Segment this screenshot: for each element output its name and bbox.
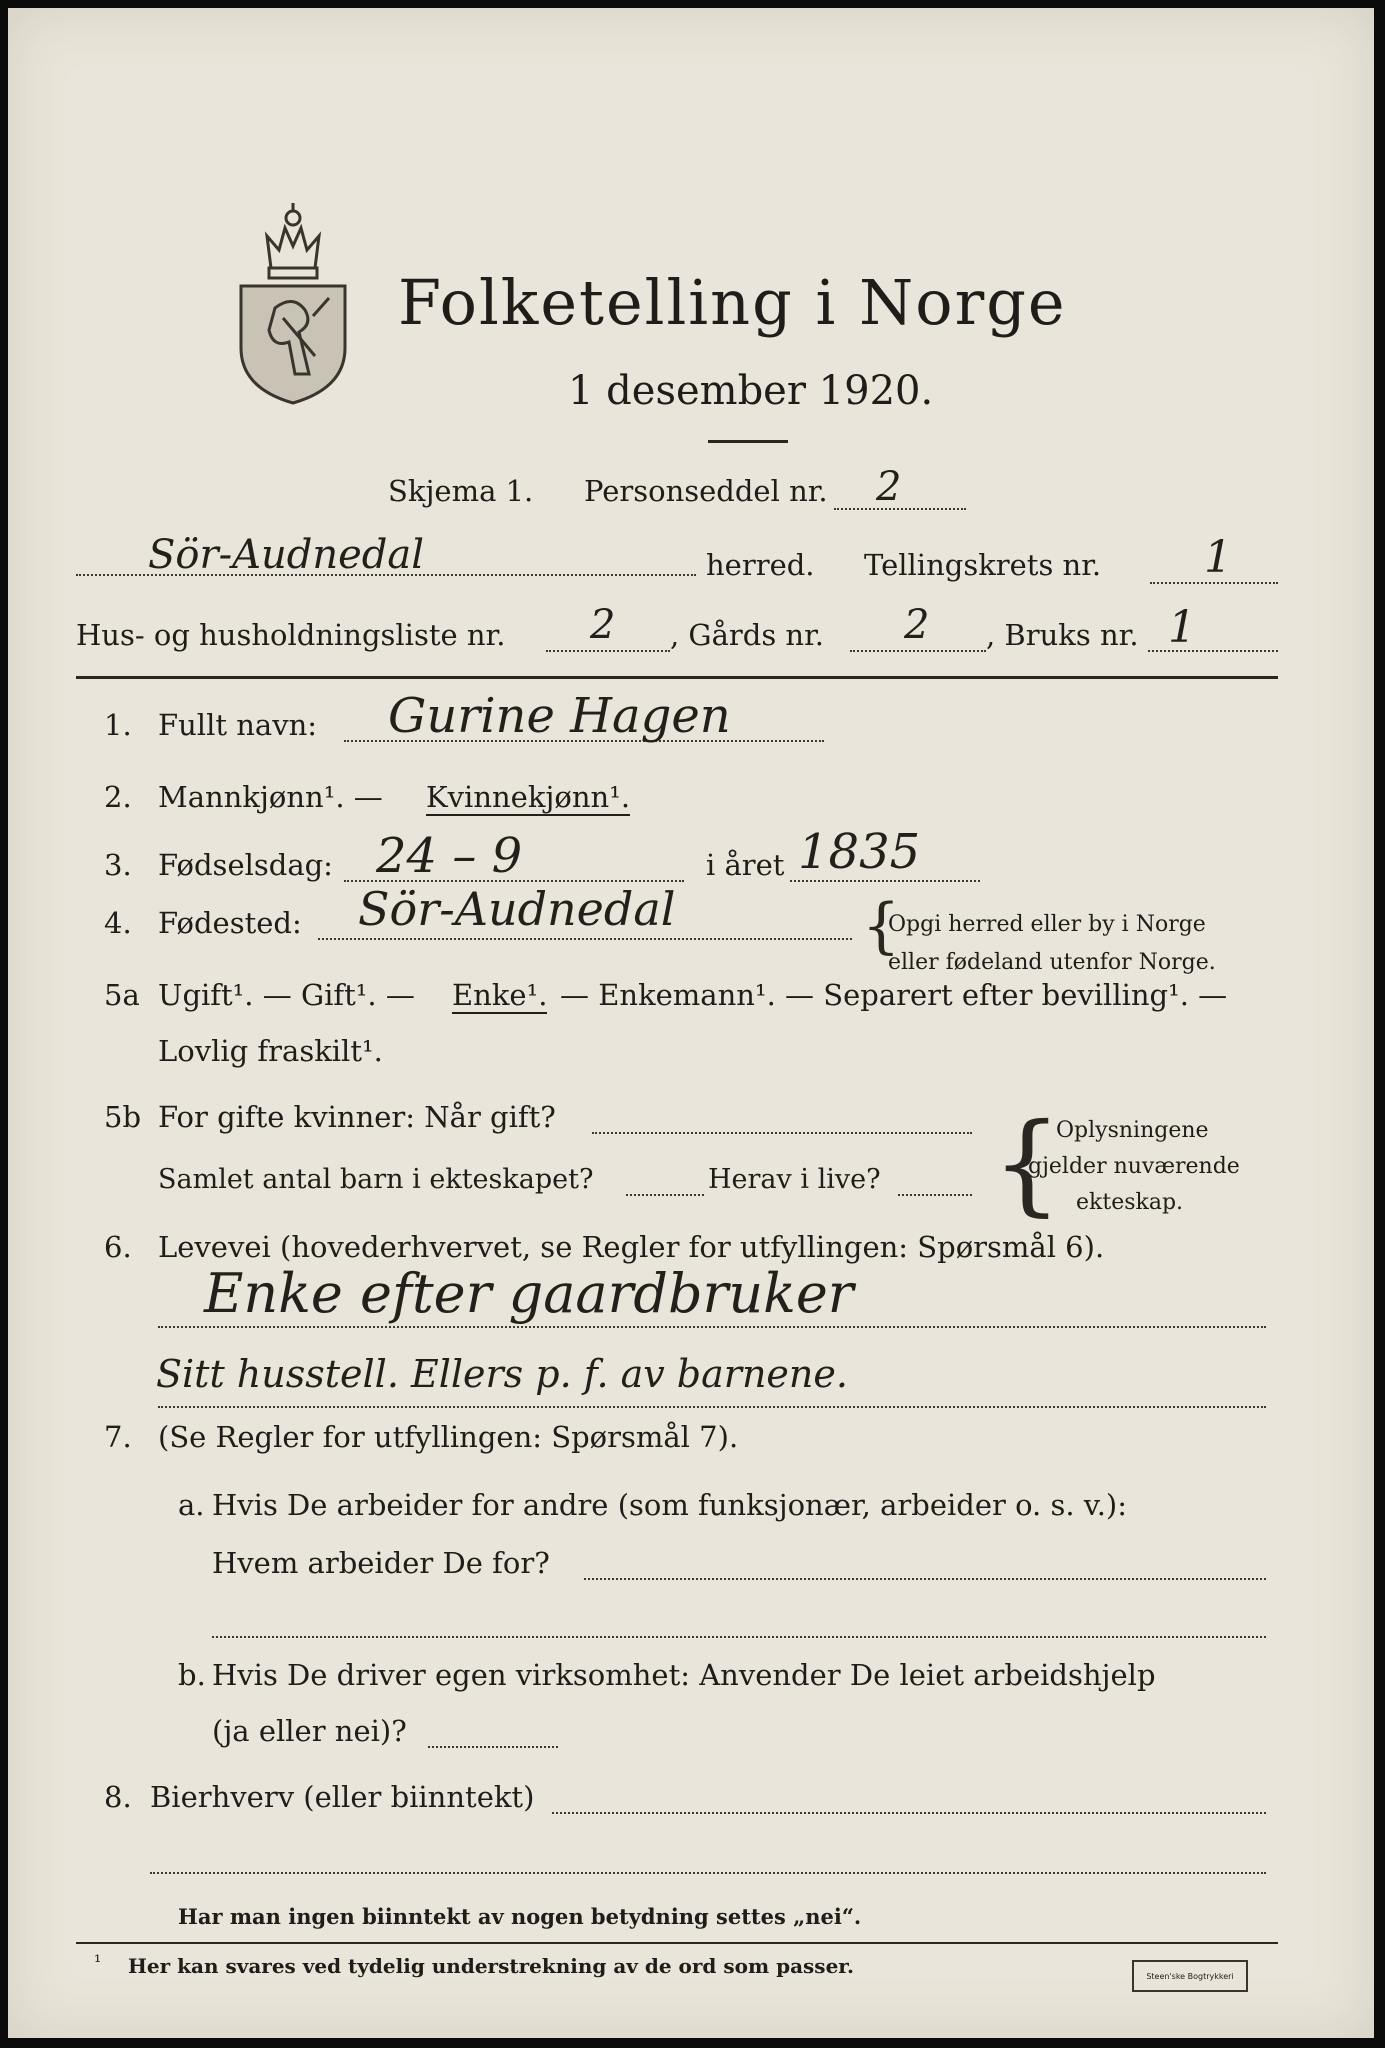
q2-mann: Mannkjønn¹. — xyxy=(158,780,383,814)
skjema-label: Skjema 1. xyxy=(388,474,534,508)
q3-year-line xyxy=(790,880,980,882)
herred-label: herred. xyxy=(706,548,815,582)
printer-stamp xyxy=(1132,1960,1248,1992)
q8-number: 8. xyxy=(104,1780,132,1814)
coat-of-arms-icon xyxy=(233,198,353,408)
q7a-answer-line-1 xyxy=(584,1578,1266,1580)
q2-number: 2. xyxy=(104,780,132,814)
q5b-line1-dots xyxy=(592,1132,972,1134)
gards-label: , Gårds nr. xyxy=(670,618,824,652)
q7-label: (Se Regler for utfyllingen: Spørsmål 7). xyxy=(158,1420,739,1454)
q8-answer-line-2 xyxy=(150,1872,1266,1874)
herred-value: Sör-Audnedal xyxy=(148,532,425,578)
q7a-answer-line-2 xyxy=(212,1636,1266,1638)
q4-note-1: Opgi herred eller by i Norge xyxy=(888,912,1206,937)
tellingskrets-value: 1 xyxy=(1204,532,1232,583)
q5b-line2a: Samlet antal barn i ekteskapet? xyxy=(158,1164,594,1195)
q4-label: Fødested: xyxy=(158,906,302,940)
q4-number: 4. xyxy=(104,906,132,940)
q6-line-2 xyxy=(158,1406,1266,1408)
liste-value: 2 xyxy=(590,602,616,648)
printer-stamp-text: Steen'ske Bogtrykkeri xyxy=(1146,1971,1234,1981)
q7b-line2: (ja eller nei)? xyxy=(212,1714,407,1748)
liste-label: Hus- og husholdningsliste nr. xyxy=(76,618,506,652)
q6-value-2: Sitt husstell. Ellers p. f. av barnene. xyxy=(156,1352,848,1396)
q4-brace: { xyxy=(862,891,901,961)
q5b-number: 5b xyxy=(104,1100,142,1134)
q7b-line1: Hvis De driver egen virksomhet: Anvender De leiet arbeidshjelp xyxy=(212,1658,1156,1692)
q5b-line2b-dots xyxy=(898,1194,972,1196)
q5b-line1: For gifte kvinner: Når gift? xyxy=(158,1100,556,1134)
title-divider xyxy=(708,440,788,443)
q5b-line2a-dots xyxy=(626,1194,704,1196)
q1-number: 1. xyxy=(104,708,132,742)
liste-line xyxy=(546,650,670,652)
q5a-rest: — Enkemann¹. — Separert efter bevilling¹. — xyxy=(560,978,1228,1012)
q3-number: 3. xyxy=(104,848,132,882)
footnote-mark: ¹ xyxy=(94,1952,102,1973)
q5b-brace: { xyxy=(992,1099,1062,1227)
bruks-label: , Bruks nr. xyxy=(986,618,1139,652)
q2-kvinne-underlined: Kvinnekjønn¹. xyxy=(426,780,631,814)
personseddel-label: Personseddel nr. xyxy=(584,474,828,508)
form-title: Folketelling i Norge xyxy=(398,266,1067,339)
q7b-letter: b. xyxy=(178,1658,206,1692)
q7a-line2: Hvem arbeider De for? xyxy=(212,1546,550,1580)
q1-label: Fullt navn: xyxy=(158,708,318,742)
q6-value-1: Enke efter gaardbruker xyxy=(204,1262,854,1325)
personseddel-value: 2 xyxy=(876,464,902,510)
census-date: 1 desember 1920. xyxy=(568,368,934,414)
gards-line xyxy=(850,650,986,652)
q5b-line2b: Herav i live? xyxy=(708,1164,881,1195)
q7a-line1: Hvis De arbeider for andre (som funksjonær, arbeider o. s. v.): xyxy=(212,1488,1128,1522)
section-divider xyxy=(76,676,1278,679)
q5b-note-3: ekteskap. xyxy=(1076,1190,1184,1215)
q3-label: Fødselsdag: xyxy=(158,848,333,882)
q1-value: Gurine Hagen xyxy=(388,688,731,744)
tellingskrets-label: Tellingskrets nr. xyxy=(864,548,1102,582)
q5a-ugift-gift: Ugift¹. — Gift¹. — xyxy=(158,978,415,1012)
q7a-letter: a. xyxy=(178,1488,205,1522)
q6-label: Levevei (hovederhvervet, se Regler for utfyllingen: Spørsmål 6). xyxy=(158,1230,1105,1264)
q7b-answer-line xyxy=(428,1746,558,1748)
q5a-enke-underlined: Enke¹. xyxy=(452,978,548,1012)
q3-year-value: 1835 xyxy=(798,824,921,880)
footer-note: Har man ingen biinntekt av nogen betydning settes „nei“. xyxy=(178,1904,862,1929)
footnote-text: Her kan svares ved tydelig understrekning av de ord som passer. xyxy=(128,1954,854,1978)
q3-year-label: i året xyxy=(706,848,785,882)
q7-number: 7. xyxy=(104,1420,132,1454)
q5b-note-1: Oplysningene xyxy=(1056,1118,1209,1143)
footer-rule xyxy=(76,1942,1278,1944)
q5b-note-2: gjelder nuværende xyxy=(1028,1154,1240,1179)
q6-number: 6. xyxy=(104,1230,132,1264)
q6-line-1 xyxy=(158,1326,1266,1328)
q4-value: Sör-Audnedal xyxy=(358,882,676,936)
q8-answer-line-1 xyxy=(552,1812,1266,1814)
q4-note-2: eller fødeland utenfor Norge. xyxy=(888,950,1216,975)
q4-line xyxy=(318,938,852,940)
gards-value: 2 xyxy=(904,602,930,648)
q5a-line2: Lovlig fraskilt¹. xyxy=(158,1034,383,1068)
bruks-value: 1 xyxy=(1168,602,1196,653)
q3-value: 24 – 9 xyxy=(376,828,523,884)
q8-label: Bierhverv (eller biinntekt) xyxy=(150,1780,535,1814)
q5a-number: 5a xyxy=(104,978,140,1012)
census-form-page xyxy=(8,8,1374,2038)
